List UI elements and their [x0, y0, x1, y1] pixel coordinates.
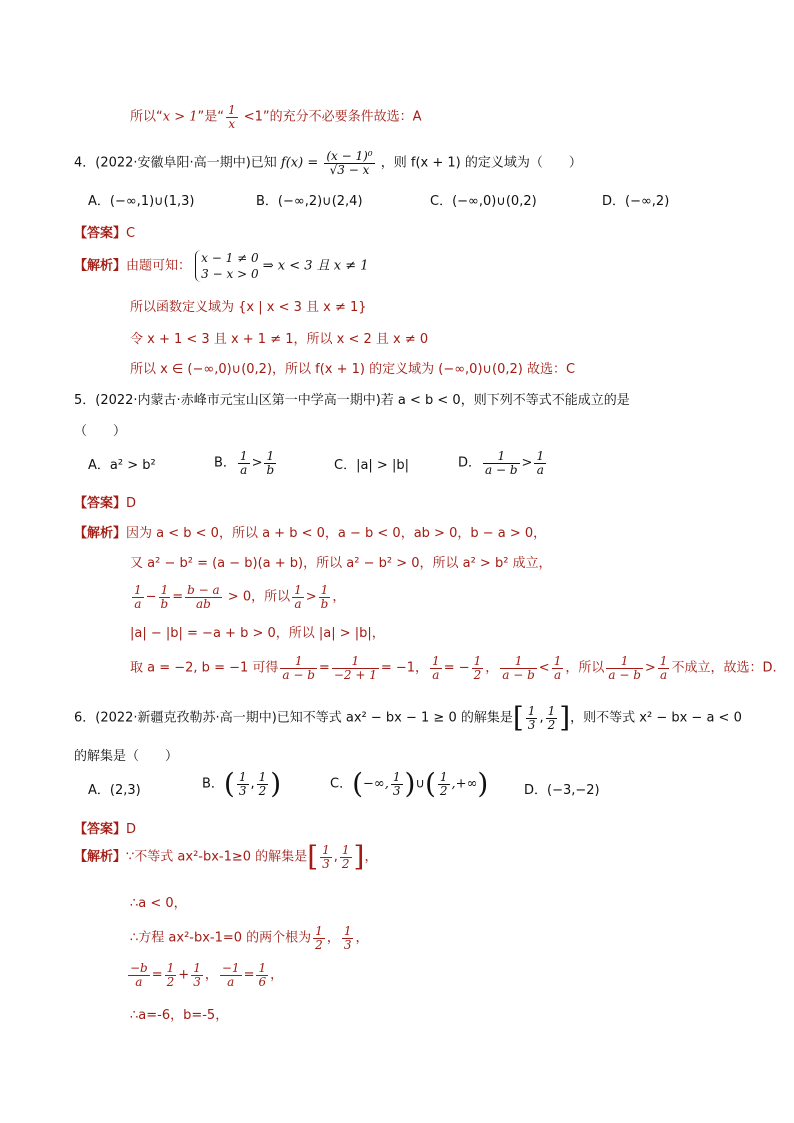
fraction: $\frac{1}{a - b}$ — [282, 654, 315, 682]
bracket: ] — [559, 701, 571, 734]
option-label: B． — [214, 455, 236, 471]
fraction: $\frac{1}{x}$ — [228, 103, 236, 131]
text: 因为 a < b < 0，所以 a + b < 0，a − b < 0，ab > 0，b − a > 0， — [126, 526, 547, 541]
math: , — [333, 849, 338, 865]
q4-option-d: D．(−∞,2) — [602, 194, 670, 209]
text: 取 a = −2, b = −1 可得 — [130, 660, 279, 676]
text: 所以“ — [130, 109, 163, 125]
fraction: $\frac{1}{a}$ — [294, 583, 302, 611]
answer-value: D — [126, 822, 137, 837]
q6-stem — [74, 701, 742, 734]
math: = — [172, 589, 184, 605]
paren: ( — [223, 767, 235, 800]
math: , — [250, 776, 255, 792]
fraction: $\frac{1}{2}$ — [473, 654, 482, 682]
math: < — [538, 660, 550, 676]
answer-value: D — [126, 496, 137, 511]
q6-analysis-line-2: ∴a < 0， — [130, 896, 187, 911]
bracket: ] — [353, 840, 365, 873]
paren: ( — [424, 767, 436, 800]
fraction: $\frac{1}{2}$ — [258, 769, 267, 798]
q4-answer — [74, 222, 135, 241]
math: ⇒ x < 3 且 x ≠ 1 — [262, 258, 369, 274]
q6-option-c — [330, 767, 489, 800]
q6-option-a: A．(2,3) — [88, 783, 141, 798]
text: 不成立，故选：D. — [671, 660, 777, 676]
fraction: $\frac{1}{2}$ — [166, 961, 175, 989]
answer-label: 【答案】 — [74, 226, 127, 241]
math: > — [305, 589, 317, 605]
q6-answer — [74, 818, 136, 837]
fraction: $\frac{1}{a}$ — [536, 449, 545, 477]
fraction: $\frac{1}{a}$ — [553, 654, 562, 682]
q5-answer — [74, 492, 136, 511]
text: = −1， — [380, 660, 429, 676]
q5-analysis-line-4: |a| − |b| = −a + b > 0，所以 |a| > |b|， — [130, 626, 385, 641]
fraction: $\frac{1}{-2 + 1}$ — [333, 654, 377, 682]
paren: ( — [352, 767, 364, 800]
text: ， — [485, 660, 499, 676]
math: , — [539, 710, 544, 726]
math: = − — [443, 660, 470, 676]
text: ，则不等式 x² − bx − a < 0 — [570, 710, 742, 726]
answer-label: 【答案】 — [74, 496, 127, 511]
math: x > 1 — [162, 109, 198, 125]
text: ， — [364, 849, 378, 865]
math: ∪ — [415, 776, 425, 792]
q5-analysis-line-5 — [130, 655, 777, 681]
q4-stem — [74, 150, 582, 176]
q5-analysis-line-1 — [74, 522, 546, 541]
text: ∴方程 ax²-bx-1=0 的两个根为 — [130, 930, 312, 946]
q4-number: 4．(2022·安徽阜阳·高一期中)已知 — [74, 155, 277, 171]
text: ，所以 — [565, 660, 605, 676]
fraction: $\frac{1}{2}$ — [547, 703, 556, 732]
math: > — [251, 455, 263, 471]
q6-stem-2: 的解集是（ ） — [74, 749, 179, 764]
q6-analysis-line-3 — [130, 925, 368, 951]
q5-option-b — [214, 450, 278, 476]
text: ， — [332, 589, 346, 605]
q6-option-d: D．(−3,−2) — [524, 783, 600, 798]
q4-analysis-line-2: 所以函数定义域为 {x | x < 3 且 x ≠ 1} — [130, 300, 367, 315]
q6-analysis-line-4 — [126, 962, 283, 988]
q4-analysis-line-4: 所以 x ∈ (−∞,0)∪(0,2)，所以 f(x + 1) 的定义域为 (−∞,0)∪(0,2) 故选：C — [130, 362, 576, 377]
fraction: $\frac{1}{a}$ — [134, 583, 142, 611]
fraction: $\frac{1}{6}$ — [258, 961, 267, 989]
fraction: $\frac{1}{3}$ — [238, 769, 247, 798]
math: = — [151, 967, 163, 983]
fraction: $\frac{-b}{a}$ — [130, 961, 148, 989]
q5-stem-2: （ ） — [74, 424, 127, 439]
function-lhs: f(x) = — [280, 155, 319, 171]
q5-option-d — [458, 450, 548, 476]
option-label: B． — [202, 776, 224, 792]
text: ， — [326, 930, 340, 946]
bracket: [ — [307, 840, 319, 873]
fraction: $\frac{1}{a - b}$ — [485, 449, 518, 477]
text: <1”的充分不必要条件故选：A — [239, 109, 422, 125]
math: > — [644, 660, 656, 676]
q4-option-b: B．(−∞,2)∪(2,4) — [256, 194, 363, 209]
paren: ) — [270, 767, 282, 800]
q5-stem: 5．(2022·内蒙古·赤峰市元宝山区第一中学高一期中)若 a < b < 0，则下列不等式不能成立的是 — [74, 393, 630, 408]
fraction: $\frac{1}{b}$ — [266, 449, 275, 477]
fraction: $\frac{1}{3}$ — [343, 924, 352, 952]
fraction: $\frac{1}{3}$ — [322, 842, 330, 871]
option-label: D． — [458, 455, 482, 471]
function-fraction: $\frac{\text{(x − 1)⁰}}{√3 - x}$ — [326, 149, 373, 177]
analysis-label: 【解析】 — [74, 258, 127, 274]
q4-option-c: C．(−∞,0)∪(0,2) — [430, 194, 537, 209]
analysis-label: 【解析】 — [74, 526, 127, 541]
q4-option-a: A．(−∞,1)∪(1,3) — [88, 194, 195, 209]
fraction: $\frac{1}{b}$ — [320, 583, 329, 611]
fraction: $\frac{1}{3}$ — [193, 961, 201, 989]
math: − — [145, 589, 157, 605]
fraction: $\frac{1}{b}$ — [160, 583, 169, 611]
fraction: $\frac{1}{a - b}$ — [608, 654, 641, 682]
fraction: $\frac{1}{a}$ — [432, 654, 440, 682]
math: ,+∞ — [451, 776, 478, 792]
answer-value: C — [126, 226, 136, 241]
q6-option-b — [202, 767, 282, 800]
q6-analysis-line-5: ∴a=-6，b=-5， — [130, 1008, 229, 1023]
math: = — [318, 660, 330, 676]
prev-conclusion-line — [130, 104, 422, 130]
math: + — [178, 967, 190, 983]
paren: ) — [477, 767, 489, 800]
q4-tail: ，则 f(x + 1) 的定义域为（ ） — [380, 155, 582, 171]
q5-analysis-line-2: 又 a² − b² = (a − b)(a + b)，所以 a² − b² > 0，所以 a² > b² 成立， — [130, 556, 552, 571]
text: > 0，所以 — [223, 589, 291, 605]
q6-analysis-line-1 — [74, 840, 378, 873]
fraction: $\frac{1}{2}$ — [439, 769, 448, 798]
math: > — [521, 455, 533, 471]
fraction: $\frac{1}{2}$ — [315, 924, 323, 952]
paren: ) — [404, 767, 416, 800]
text: ， — [270, 967, 284, 983]
q5-option-c: C．|a| > |b| — [334, 458, 409, 473]
fraction: $\frac{1}{a - b}$ — [502, 654, 535, 682]
fraction: $\frac{1}{a}$ — [659, 654, 668, 682]
q4-analysis-line-1 — [74, 250, 369, 282]
option-label: C． — [330, 776, 353, 792]
text: ， — [355, 930, 369, 946]
inequality-system: x − 1 ≠ 0 3 − x > 0 — [195, 250, 258, 282]
text: ， — [204, 967, 218, 983]
fraction: $\frac{1}{3}$ — [392, 769, 401, 798]
q5-analysis-line-3 — [130, 584, 345, 610]
answer-label: 【答案】 — [74, 822, 127, 837]
math: = — [243, 967, 255, 983]
q4-analysis-line-3: 令 x + 1 < 3 且 x + 1 ≠ 1，所以 x < 2 且 x ≠ 0 — [130, 332, 429, 347]
fraction: $\frac{1}{3}$ — [527, 703, 536, 732]
text: 由题可知： — [126, 258, 192, 274]
fraction: $\frac{b - a}{ab}$ — [187, 583, 220, 611]
analysis-label: 【解析】 — [74, 849, 127, 865]
bracket: [ — [512, 701, 524, 734]
text: 6．(2022·新疆克孜勒苏·高一期中)已知不等式 ax² − bx − 1 ≥ 0 的解集是 — [74, 710, 513, 726]
text: ”是“ — [197, 109, 224, 125]
text: ∵不等式 ax²-bx-1≥0 的解集是 — [126, 849, 308, 865]
fraction: $\frac{-1}{a}$ — [221, 961, 240, 989]
q5-option-a: A．a² > b² — [88, 458, 156, 473]
fraction: $\frac{1}{2}$ — [341, 842, 350, 871]
math: −∞, — [363, 776, 389, 792]
fraction: $\frac{1}{a}$ — [239, 449, 248, 477]
